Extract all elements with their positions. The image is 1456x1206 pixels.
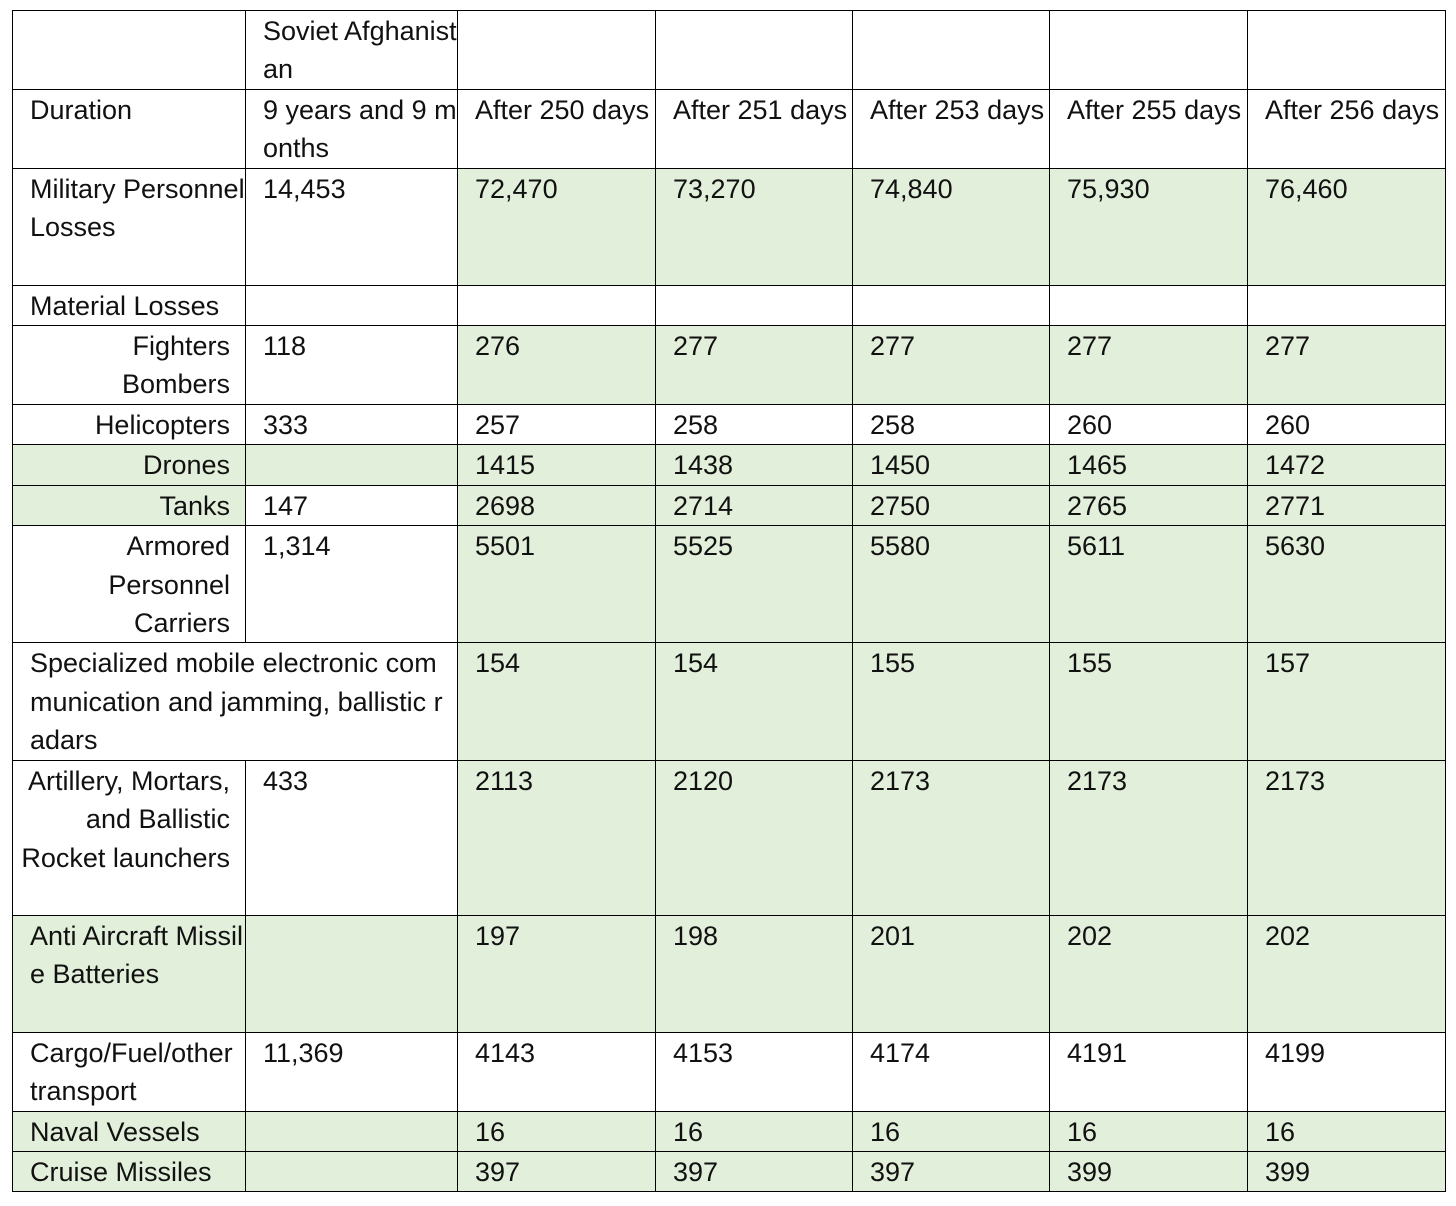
value-cell: 399 <box>1050 1151 1248 1191</box>
table-row <box>13 643 1446 760</box>
value-cell: 16 <box>458 1111 656 1151</box>
header-cell <box>1050 11 1248 90</box>
row-label: Fighters Bombers <box>13 326 246 405</box>
soviet-value-cell: 333 <box>246 405 458 445</box>
value-cell: 202 <box>1248 915 1446 1032</box>
value-cell: 4199 <box>1248 1032 1446 1111</box>
value-cell: 277 <box>656 326 853 405</box>
value-cell: 5630 <box>1248 526 1446 643</box>
value-cell: 75,930 <box>1050 168 1248 285</box>
value-cell: 74,840 <box>853 168 1050 285</box>
empty-cell <box>1248 285 1446 325</box>
value-cell: 5501 <box>458 526 656 643</box>
table-row <box>13 1111 1446 1151</box>
value-cell: 2173 <box>853 760 1050 915</box>
header-cell: After 250 days <box>458 89 656 168</box>
header-cell: 9 years and 9 months <box>246 89 458 168</box>
header-cell: After 256 days <box>1248 89 1446 168</box>
value-cell: 154 <box>458 643 656 760</box>
value-cell: 2750 <box>853 485 1050 525</box>
soviet-value-cell: 433 <box>246 760 458 915</box>
empty-cell <box>656 285 853 325</box>
row-label: Cargo/Fuel/other transport <box>13 1032 246 1111</box>
value-cell: 157 <box>1248 643 1446 760</box>
value-cell: 1415 <box>458 445 656 485</box>
empty-cell <box>246 285 458 325</box>
header-cell <box>13 11 246 90</box>
value-cell: 201 <box>853 915 1050 1032</box>
value-cell: 277 <box>1050 326 1248 405</box>
value-cell: 397 <box>458 1151 656 1191</box>
value-cell: 1465 <box>1050 445 1248 485</box>
table-row <box>13 760 1446 915</box>
value-cell: 2173 <box>1248 760 1446 915</box>
value-cell: 2714 <box>656 485 853 525</box>
soviet-value-cell <box>246 445 458 485</box>
header-cell: After 255 days <box>1050 89 1248 168</box>
value-cell: 258 <box>853 405 1050 445</box>
header-cell: After 253 days <box>853 89 1050 168</box>
value-cell: 2765 <box>1050 485 1248 525</box>
value-cell: 5611 <box>1050 526 1248 643</box>
value-cell: 4153 <box>656 1032 853 1111</box>
value-cell: 397 <box>853 1151 1050 1191</box>
soviet-value-cell: 11,369 <box>246 1032 458 1111</box>
table-row <box>13 405 1446 445</box>
value-cell: 258 <box>656 405 853 445</box>
header-row <box>13 89 1446 168</box>
table-row <box>13 526 1446 643</box>
row-label: Tanks <box>13 485 246 525</box>
value-cell: 16 <box>853 1111 1050 1151</box>
empty-cell <box>853 285 1050 325</box>
value-cell: 155 <box>853 643 1050 760</box>
value-cell: 276 <box>458 326 656 405</box>
value-cell: 155 <box>1050 643 1248 760</box>
soviet-value-cell <box>246 1111 458 1151</box>
soviet-value-cell: 14,453 <box>246 168 458 285</box>
value-cell: 16 <box>656 1111 853 1151</box>
soviet-value-cell <box>246 915 458 1032</box>
value-cell: 260 <box>1248 405 1446 445</box>
row-label: Drones <box>13 445 246 485</box>
value-cell: 4174 <box>853 1032 1050 1111</box>
value-cell: 1450 <box>853 445 1050 485</box>
value-cell: 197 <box>458 915 656 1032</box>
value-cell: 72,470 <box>458 168 656 285</box>
soviet-value-cell: 1,314 <box>246 526 458 643</box>
value-cell: 154 <box>656 643 853 760</box>
value-cell: 260 <box>1050 405 1248 445</box>
table-row <box>13 168 1446 285</box>
value-cell: 16 <box>1050 1111 1248 1151</box>
header-cell <box>853 11 1050 90</box>
row-label: Anti Aircraft Missile Batteries <box>13 915 246 1032</box>
soviet-value-cell <box>246 1151 458 1191</box>
header-cell <box>1248 11 1446 90</box>
value-cell: 4143 <box>458 1032 656 1111</box>
value-cell: 2173 <box>1050 760 1248 915</box>
value-cell: 2120 <box>656 760 853 915</box>
value-cell: 2698 <box>458 485 656 525</box>
table-row <box>13 326 1446 405</box>
value-cell: 5525 <box>656 526 853 643</box>
value-cell: 16 <box>1248 1111 1446 1151</box>
value-cell: 76,460 <box>1248 168 1446 285</box>
value-cell: 5580 <box>853 526 1050 643</box>
value-cell: 1472 <box>1248 445 1446 485</box>
value-cell: 198 <box>656 915 853 1032</box>
table-body <box>13 11 1446 1192</box>
table-row <box>13 915 1446 1032</box>
value-cell: 257 <box>458 405 656 445</box>
table-row <box>13 445 1446 485</box>
empty-cell <box>458 285 656 325</box>
value-cell: 2771 <box>1248 485 1446 525</box>
value-cell: 277 <box>1248 326 1446 405</box>
row-label: Artillery, Mortars, and Ballistic Rocket launchers <box>13 760 246 915</box>
row-label: Specialized mobile electronic communication and jamming, ballistic radars <box>13 643 458 760</box>
header-cell: Duration <box>13 89 246 168</box>
row-label: Cruise Missiles <box>13 1151 246 1191</box>
soviet-value-cell: 147 <box>246 485 458 525</box>
row-label: Naval Vessels <box>13 1111 246 1151</box>
value-cell: 397 <box>656 1151 853 1191</box>
value-cell: 73,270 <box>656 168 853 285</box>
header-cell <box>656 11 853 90</box>
losses-comparison-table <box>12 10 1446 1192</box>
section-label: Material Losses <box>13 285 246 325</box>
row-label: Helicopters <box>13 405 246 445</box>
value-cell: 4191 <box>1050 1032 1248 1111</box>
value-cell: 399 <box>1248 1151 1446 1191</box>
value-cell: 2113 <box>458 760 656 915</box>
empty-cell <box>1050 285 1248 325</box>
value-cell: 202 <box>1050 915 1248 1032</box>
table-row <box>13 485 1446 525</box>
header-cell: After 251 days <box>656 89 853 168</box>
table-row <box>13 1151 1446 1191</box>
row-label: Armored Personnel Carriers <box>13 526 246 643</box>
section-row <box>13 285 1446 325</box>
row-label: Military Personnel Losses <box>13 168 246 285</box>
header-cell: Soviet Afghanistan <box>246 11 458 90</box>
value-cell: 277 <box>853 326 1050 405</box>
value-cell: 1438 <box>656 445 853 485</box>
header-cell <box>458 11 656 90</box>
header-row <box>13 11 1446 90</box>
table-row <box>13 1032 1446 1111</box>
soviet-value-cell: 118 <box>246 326 458 405</box>
